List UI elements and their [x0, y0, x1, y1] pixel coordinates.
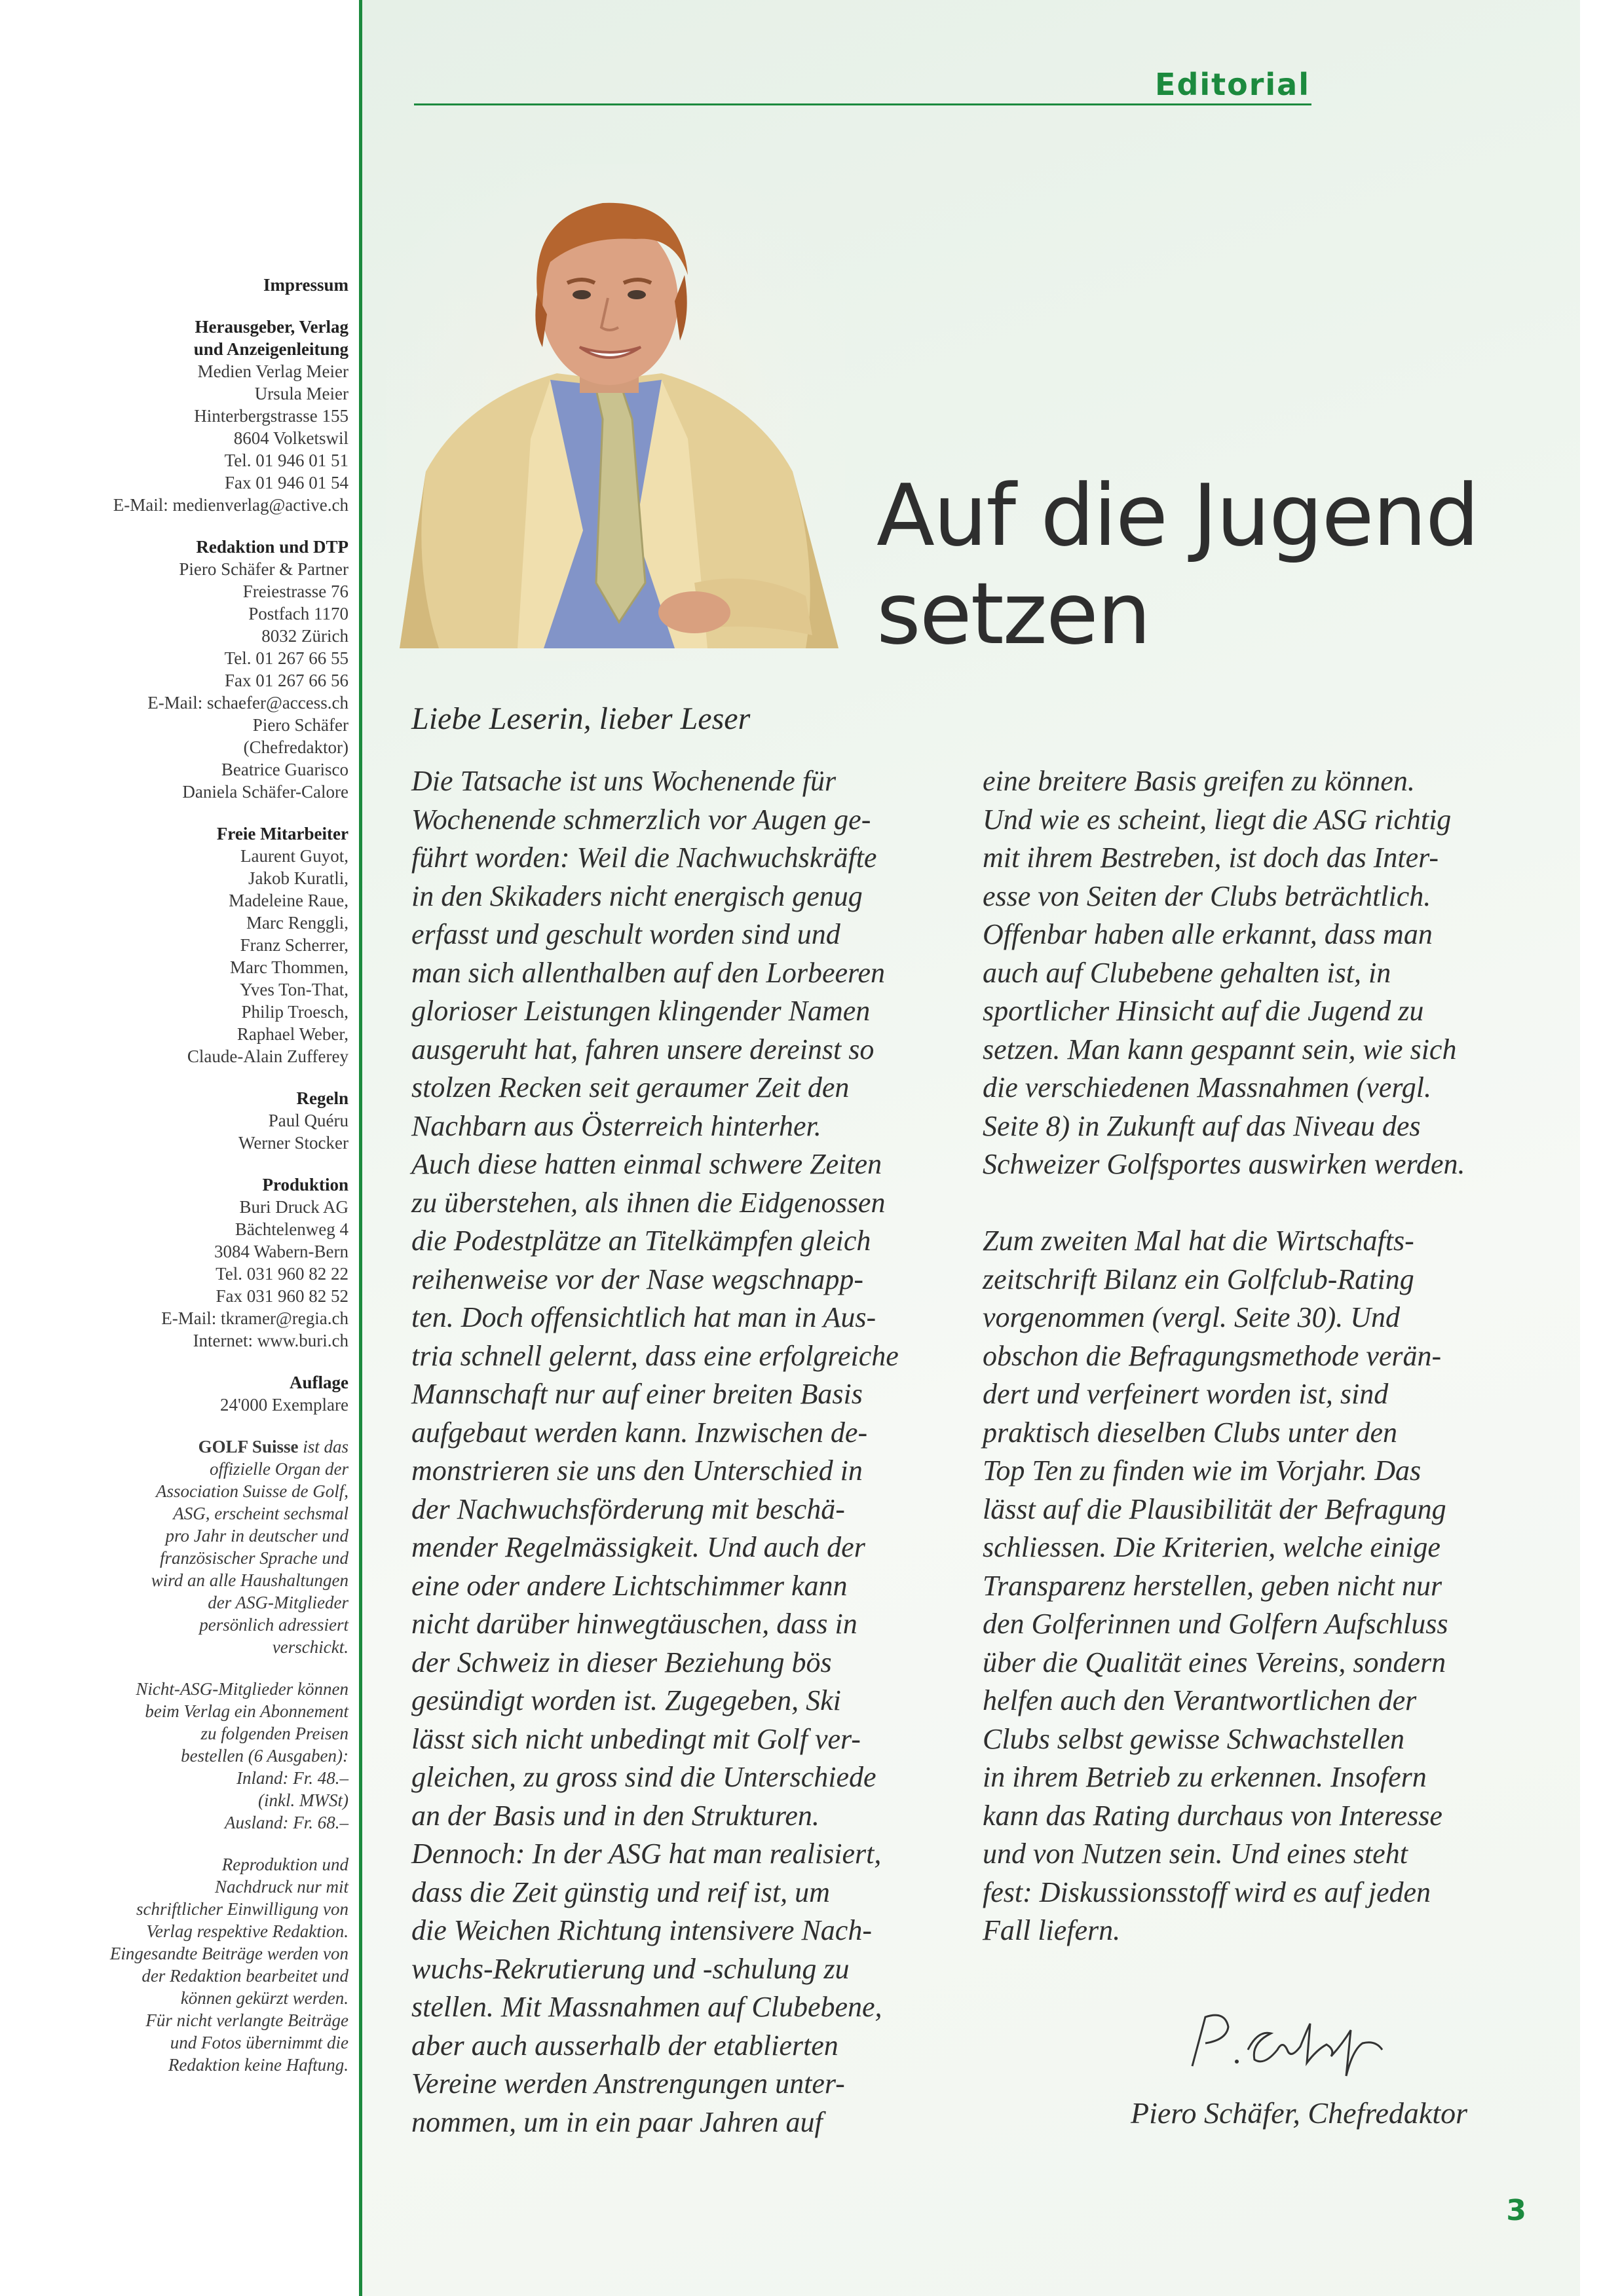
impressum-note-line: Reproduktion und [221, 1855, 348, 1874]
article-line: und von Nutzen sein. Und eines steht [983, 1838, 1408, 1870]
impressum-line: 3084 Wabern-Bern [214, 1242, 348, 1261]
article-line: dass die Zeit günstig und reif ist, um [411, 1876, 830, 1908]
impressum-sidebar [79, 274, 348, 2096]
impressum-group-heading: Herausgeber, Verlag [195, 317, 348, 337]
impressum-line: Fax 031 960 82 52 [216, 1286, 348, 1306]
impressum-group [79, 823, 348, 1067]
impressum-group [79, 316, 348, 516]
impressum-note-line: persönlich adressiert [199, 1615, 348, 1635]
article-line: Dennoch: In der ASG hat man realisiert, [411, 1838, 882, 1870]
article-line: Schweizer Golfsportes auswirken werden. [983, 1148, 1465, 1180]
impressum-line: Tel. 01 946 01 51 [224, 451, 348, 470]
impressum-line: Ursula Meier [254, 384, 348, 403]
impressum-line: Freiestrasse 76 [242, 582, 348, 601]
article-line: Wochenende schmerzlich vor Augen ge- [411, 803, 871, 836]
impressum-line: Medien Verlag Meier [197, 361, 348, 381]
impressum-note [79, 1853, 348, 2076]
impressum-group [79, 1087, 348, 1154]
impressum-note-line: pro Jahr in deutscher und [165, 1526, 348, 1546]
impressum-note-text: ist das [298, 1437, 348, 1456]
impressum-note-line: können gekürzt werden. [180, 1988, 348, 2008]
article-line: die Weichen Richtung intensivere Nach- [411, 1914, 872, 1946]
header-rule [414, 103, 1311, 105]
article-line: Auch diese hatten einmal schwere Zeiten [411, 1148, 882, 1180]
article-line: Transparenz herstellen, geben nicht nur [983, 1569, 1442, 1602]
article-line: an der Basis und in den Strukturen. [411, 1799, 819, 1832]
magazine-name: GOLF Suisse [198, 1437, 299, 1456]
impressum-line: Daniela Schäfer-Calore [182, 782, 348, 802]
article-line: schliessen. Die Kriterien, welche einige [983, 1531, 1441, 1563]
article-line: kann das Rating durchaus von Interesse [983, 1799, 1442, 1832]
handwritten-signature [1179, 2004, 1395, 2083]
impressum-line: Tel. 031 960 82 22 [216, 1264, 348, 1284]
article-column-left [411, 762, 988, 2141]
impressum-note [79, 1678, 348, 1834]
article-line: praktisch dieselben Clubs unter den [983, 1416, 1398, 1449]
article-line: gleichen, zu gross sind die Unterschiede [411, 1761, 876, 1793]
impressum-line: Tel. 01 267 66 55 [224, 648, 348, 668]
impressum-line: 8604 Volketswil [233, 428, 348, 448]
salutation: Liebe Leserin, lieber Leser [411, 701, 751, 736]
impressum-line: E-Mail: tkramer@regia.ch [161, 1308, 348, 1328]
article-line: stellen. Mit Massnahmen auf Clubebene, [411, 1991, 882, 2023]
impressum-group-heading: und Anzeigenleitung [193, 339, 348, 359]
article-line: Zum zweiten Mal hat die Wirtschafts- [983, 1225, 1414, 1257]
article-line: Clubs selbst gewisse Schwachstellen [983, 1722, 1405, 1755]
impressum-line: Postfach 1170 [248, 604, 348, 623]
impressum-note-line: französischer Sprache und [160, 1548, 348, 1568]
article-line: führt worden: Weil die Nachwuchskräfte [411, 842, 877, 874]
impressum-note-line: Eingesandte Beiträge werden von [109, 1944, 348, 1963]
article-line: auch auf Clubebene gehalten ist, in [983, 956, 1391, 989]
impressum-group-heading: Produktion [262, 1175, 348, 1194]
article-line: man sich allenthalben auf den Lorbeeren [411, 956, 886, 989]
impressum-group [79, 1174, 348, 1352]
article-line: Seite 8) in Zukunft auf das Niveau des [983, 1109, 1421, 1142]
article-line: eine oder andere Lichtschimmer kann [411, 1569, 848, 1602]
article-line: der Nachwuchsförderung mit beschä- [411, 1492, 845, 1525]
impressum-note-line: und Fotos übernimmt die [170, 2033, 348, 2052]
paragraph-gap [983, 1184, 1526, 1223]
article-line: in ihrem Betrieb zu erkennen. Insofern [983, 1761, 1427, 1793]
impressum-note-line: Inland: Fr. 48.– [236, 1768, 348, 1788]
impressum-line: Hinterbergstrasse 155 [194, 406, 348, 426]
impressum-line: Philip Troesch, [241, 1002, 348, 1022]
impressum-line: (Chefredaktor) [243, 737, 348, 757]
impressum-line: Claude-Alain Zufferey [187, 1046, 348, 1066]
impressum-line: Piero Schäfer [252, 715, 348, 735]
article-line: über die Qualität eines Vereins, sondern [983, 1646, 1446, 1678]
article-line: dert und verfeinert worden ist, sind [983, 1378, 1389, 1410]
impressum-title: Impressum [263, 275, 348, 295]
article-line: eine breitere Basis greifen zu können. [983, 765, 1415, 797]
article-line: vorgenommen (vergl. Seite 30). Und [983, 1301, 1400, 1333]
editor-portrait [386, 164, 845, 661]
impressum-note-line: (inkl. MWSt) [258, 1790, 348, 1810]
impressum-line: Marc Renggli, [246, 913, 348, 933]
impressum-note-line: Verlag respektive Redaktion. [146, 1921, 348, 1941]
page-number: 3 [1506, 2194, 1526, 2227]
article-line: mender Regelmässigkeit. Und auch der [411, 1531, 865, 1563]
article-line: ausgeruht hat, fahren unsere dereinst so [411, 1033, 875, 1065]
impressum-note-line: schriftlicher Einwilligung von [136, 1899, 348, 1919]
article-line: in den Skikaders nicht energisch genug [411, 880, 863, 912]
article-headline [876, 466, 1532, 663]
impressum-line: Laurent Guyot, [240, 846, 348, 866]
article-line: nicht darüber hinwegtäuschen, dass in [411, 1608, 857, 1640]
article-line: reihenweise vor der Nase wegschnapp- [411, 1263, 864, 1295]
impressum-group-heading: Auflage [290, 1373, 348, 1392]
impressum-note-line [79, 1435, 348, 1458]
signer-name: Piero Schäfer, Chefredaktor [1131, 2096, 1467, 2130]
impressum-note-line: Für nicht verlangte Beiträge [145, 2010, 348, 2030]
impressum-note-line: Ausland: Fr. 68.– [225, 1813, 348, 1832]
article-line: Die Tatsache ist uns Wochenende für [411, 765, 837, 797]
headline-line-1: Auf die Jugend [876, 466, 1479, 565]
article-line: sportlicher Hinsicht auf die Jugend zu [983, 995, 1424, 1027]
impressum-line: Paul Quéru [268, 1111, 348, 1130]
article-line: aufgebaut werden kann. Inzwischen de- [411, 1416, 868, 1449]
impressum-line: Fax 01 946 01 54 [225, 473, 348, 492]
article-line: Mannschaft nur auf einer breiten Basis [411, 1378, 863, 1410]
article-line: obschon die Befragungsmethode verän- [983, 1339, 1442, 1372]
impressum-title-group [79, 274, 348, 296]
article-line: Und wie es scheint, liegt die ASG richtig [983, 803, 1452, 836]
article-line: glorioser Leistungen klingender Namen [411, 995, 871, 1027]
impressum-note-line: Association Suisse de Golf, [156, 1481, 348, 1501]
impressum-note-line: zu folgenden Preisen [200, 1724, 348, 1743]
article-line: Vereine werden Anstrengungen unter- [411, 2067, 845, 2100]
article-line: Fall liefern. [983, 1914, 1121, 1946]
impressum-note-line: offizielle Organ der [210, 1459, 348, 1479]
impressum-note-line: Nachdruck nur mit [215, 1877, 348, 1897]
impressum-line: Buri Druck AG [239, 1197, 348, 1217]
article-line: helfen auch den Verantwortlichen der [983, 1684, 1417, 1716]
impressum-note-line: der Redaktion bearbeitet und [141, 1966, 348, 1986]
impressum-note-line: verschickt. [272, 1637, 348, 1657]
impressum-line: E-Mail: medienverlag@active.ch [113, 495, 348, 515]
article-column-right [983, 762, 1526, 1950]
impressum-note-line: wird an alle Haushaltungen [151, 1570, 348, 1590]
impressum-line: Beatrice Guarisco [221, 760, 348, 779]
right-paragraph-2 [983, 1222, 1526, 1950]
impressum-line: Yves Ton-That, [240, 980, 348, 999]
impressum-note-line: der ASG-Mitglieder [208, 1593, 348, 1612]
article-line: mit ihrem Bestreben, ist doch das Inter- [983, 842, 1439, 874]
impressum-note-line: Redaktion keine Haftung. [168, 2055, 348, 2075]
impressum-groups [79, 316, 348, 1416]
impressum-note-line: Nicht-ASG-Mitglieder können [136, 1679, 348, 1699]
article-line: stolzen Recken seit geraumer Zeit den [411, 1071, 850, 1103]
impressum-notes [79, 1435, 348, 2076]
article-line: setzen. Man kann gespannt sein, wie sich [983, 1033, 1457, 1065]
article-line: tria schnell gelernt, dass eine erfolgreiche [411, 1339, 899, 1372]
article-line: ten. Doch offensichtlich hat man in Aus- [411, 1301, 876, 1333]
article-line: lässt auf die Plausibilität der Befragung [983, 1492, 1446, 1525]
impressum-note-line: beim Verlag ein Abonnement [145, 1701, 348, 1721]
impressum-group [79, 1371, 348, 1416]
article-line: gesündigt worden ist. Zugegeben, Ski [411, 1684, 841, 1716]
impressum-note-line: ASG, erscheint sechsmal [173, 1504, 348, 1523]
article-line: wuchs-Rekrutierung und -schulung zu [411, 1952, 850, 1985]
impressum-group-heading: Redaktion und DTP [196, 537, 348, 557]
impressum-group-heading: Freie Mitarbeiter [216, 824, 348, 843]
article-line: erfasst und geschult worden sind und [411, 918, 840, 950]
impressum-group [79, 536, 348, 803]
article-line: esse von Seiten der Clubs beträchtlich. [983, 880, 1431, 912]
impressum-line: Internet: www.buri.ch [193, 1331, 348, 1350]
article-line: die Podestplätze an Titelkämpfen gleich [411, 1225, 871, 1257]
impressum-line: 24'000 Exemplare [219, 1395, 348, 1415]
article-line: zu überstehen, als ihnen die Eidgenossen [411, 1186, 886, 1219]
impressum-line: Franz Scherrer, [240, 935, 348, 955]
right-paragraph-1 [983, 762, 1526, 1184]
section-label: Editorial [1155, 67, 1310, 102]
article-line: fest: Diskussionsstoff wird es auf jeden [983, 1876, 1431, 1908]
article-line: Offenbar haben alle erkannt, dass man [983, 918, 1433, 950]
impressum-line: Madeleine Raue, [229, 891, 348, 910]
impressum-note-line: bestellen (6 Ausgaben): [181, 1746, 348, 1766]
sidebar-divider [359, 0, 362, 2296]
impressum-line: 8032 Zürich [261, 626, 348, 646]
impressum-line: Jakob Kuratli, [248, 868, 348, 888]
impressum-group-heading: Regeln [296, 1088, 348, 1108]
article-line: lässt sich nicht unbedingt mit Golf ver- [411, 1722, 861, 1755]
article-line: den Golferinnen und Golfern Aufschluss [983, 1608, 1448, 1640]
impressum-line: Fax 01 267 66 56 [225, 671, 348, 690]
headline-line-2: setzen [876, 564, 1150, 663]
impressum-note [79, 1435, 348, 1658]
impressum-line: Marc Thommen, [230, 957, 348, 977]
article-line: die verschiedenen Massnahmen (vergl. [983, 1071, 1432, 1103]
page-margin [1580, 0, 1601, 2296]
impressum-line: Raphael Weber, [236, 1024, 348, 1044]
article-line: zeitschrift Bilanz ein Golfclub-Rating [983, 1263, 1414, 1295]
article-line: Nachbarn aus Österreich hinterher. [411, 1109, 821, 1142]
article-line: monstrieren sie uns den Unterschied in [411, 1454, 863, 1487]
impressum-line: E-Mail: schaefer@access.ch [147, 693, 348, 713]
article-line: Top Ten zu finden wie im Vorjahr. Das [983, 1454, 1422, 1487]
impressum-line: Piero Schäfer & Partner [179, 559, 348, 579]
impressum-line: Werner Stocker [238, 1133, 348, 1153]
article-line: der Schweiz in dieser Beziehung bös [411, 1646, 832, 1678]
article-line: nommen, um in ein paar Jahren auf [411, 2105, 823, 2138]
impressum-line: Bächtelenweg 4 [235, 1219, 348, 1239]
article-line: aber auch ausserhalb der etablierten [411, 2029, 838, 2062]
